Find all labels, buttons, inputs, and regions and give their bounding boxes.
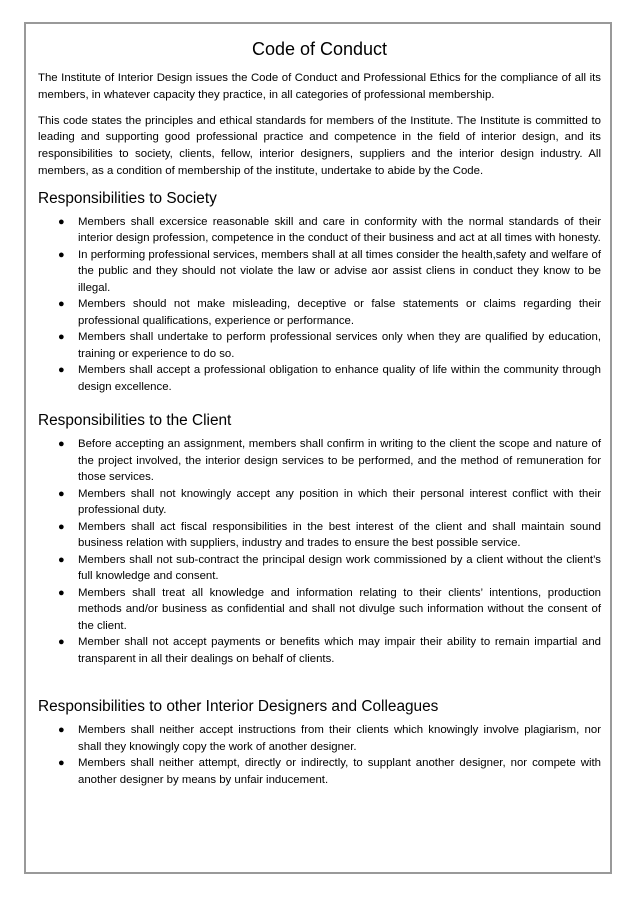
list-item: ● Members shall act fiscal responsibilities in the best interest of the client and shall maintain sound business relation with suppliers, industry and trades to ensure the best possible service. [58,520,601,550]
bullet-icon: ● [58,553,65,566]
section-heading-client: Responsibilities to the Client [38,412,232,430]
document-title: Code of Conduct [251,39,388,59]
colleagues-list [38,722,601,788]
list-item: ● Before accepting an assignment, members shall confirm in writing to the client the scope and nature of the project involved, the interior design services to be performed, and the method of remuneration for those services. [58,438,601,484]
bullet-icon: ● [58,215,65,228]
list-item: ● Members shall undertake to perform professional services only when they are qualified by education, training or experience to do so. [58,331,601,360]
bullet-icon: ● [58,331,65,344]
list-item: ● Members should not make misleading, deceptive or false statements or claims regarding their professional qualifications, experience or performance. [58,298,601,327]
bullet-icon: ● [58,438,65,451]
section-heading-colleagues: Responsibilities to other Interior Designers and Colleagues [38,698,439,716]
list-item: ● Members shall neither accept instructions from their clients which knowingly involve plagiarism, nor shall they knowingly copy the work of another designer. [58,724,601,753]
bullet-icon: ● [58,248,65,261]
bullet-icon: ● [58,298,65,311]
list-item: ● Members shall treat all knowledge and information relating to their clients’ intentions, production methods and/or business as confidential and shall not divulge such information without the consent of the client. [58,586,601,632]
list-item: ● Members shall excersice reasonable skill and care in conformity with the normal standards of their interior design profession, competence in the conduct of their business and act at all times with honesty. [58,215,601,245]
document-body [38,38,601,788]
bullet-icon: ● [58,520,65,533]
list-item: ● In performing professional services, members shall at all times consider the health,safety and welfare of the public and they should not violate the law or advise aor assist cliens in conduct they know to be illegal. [58,248,601,294]
list-item: ● Members shall accept a professional obligation to enhance quality of life within the community through design excellence. [58,364,601,393]
bullet-icon: ● [58,364,65,377]
list-item: ● Members shall neither attempt, directly or indirectly, to supplant another designer, nor compete with another designer by means by unfair inducement. [58,757,601,786]
list-item: ● Member shall not accept payments or benefits which may impair their ability to remain impartial and transparent in all their dealings on behalf of clients. [58,636,601,665]
intro-paragraph: The Institute of Interior Design issues the Code of Conduct and Professional Ethics for the compliance of all its members, in whatever capacity they practice, in all categories of professional membership. [38,72,601,101]
list-item: ● Members shall not knowingly accept any position in which their personal interest conflict with their professional duty. [58,487,601,517]
client-list [38,436,601,667]
bullet-icon: ● [58,636,65,649]
society-list [38,214,601,396]
bullet-icon: ● [58,586,65,599]
bullet-icon: ● [58,487,65,500]
bullet-icon: ● [58,724,65,737]
intro-paragraph: This code states the principles and ethical standards for members of the Institute. The Institute is committed to leading and supporting good professional practice and competence in the field of interior design, and its responsibilities to society, clients, fellow, interior designers, suppliers and the interior design industry. All members, as a condition of membership of the institute, undertake to abide by the Code. [38,114,601,177]
list-item: ● Members shall not sub-contract the principal design work commissioned by a client without the client’s full knowledge and consent. [58,553,601,583]
section-heading-society: Responsibilities to Society [38,189,217,207]
bullet-icon: ● [58,757,65,770]
